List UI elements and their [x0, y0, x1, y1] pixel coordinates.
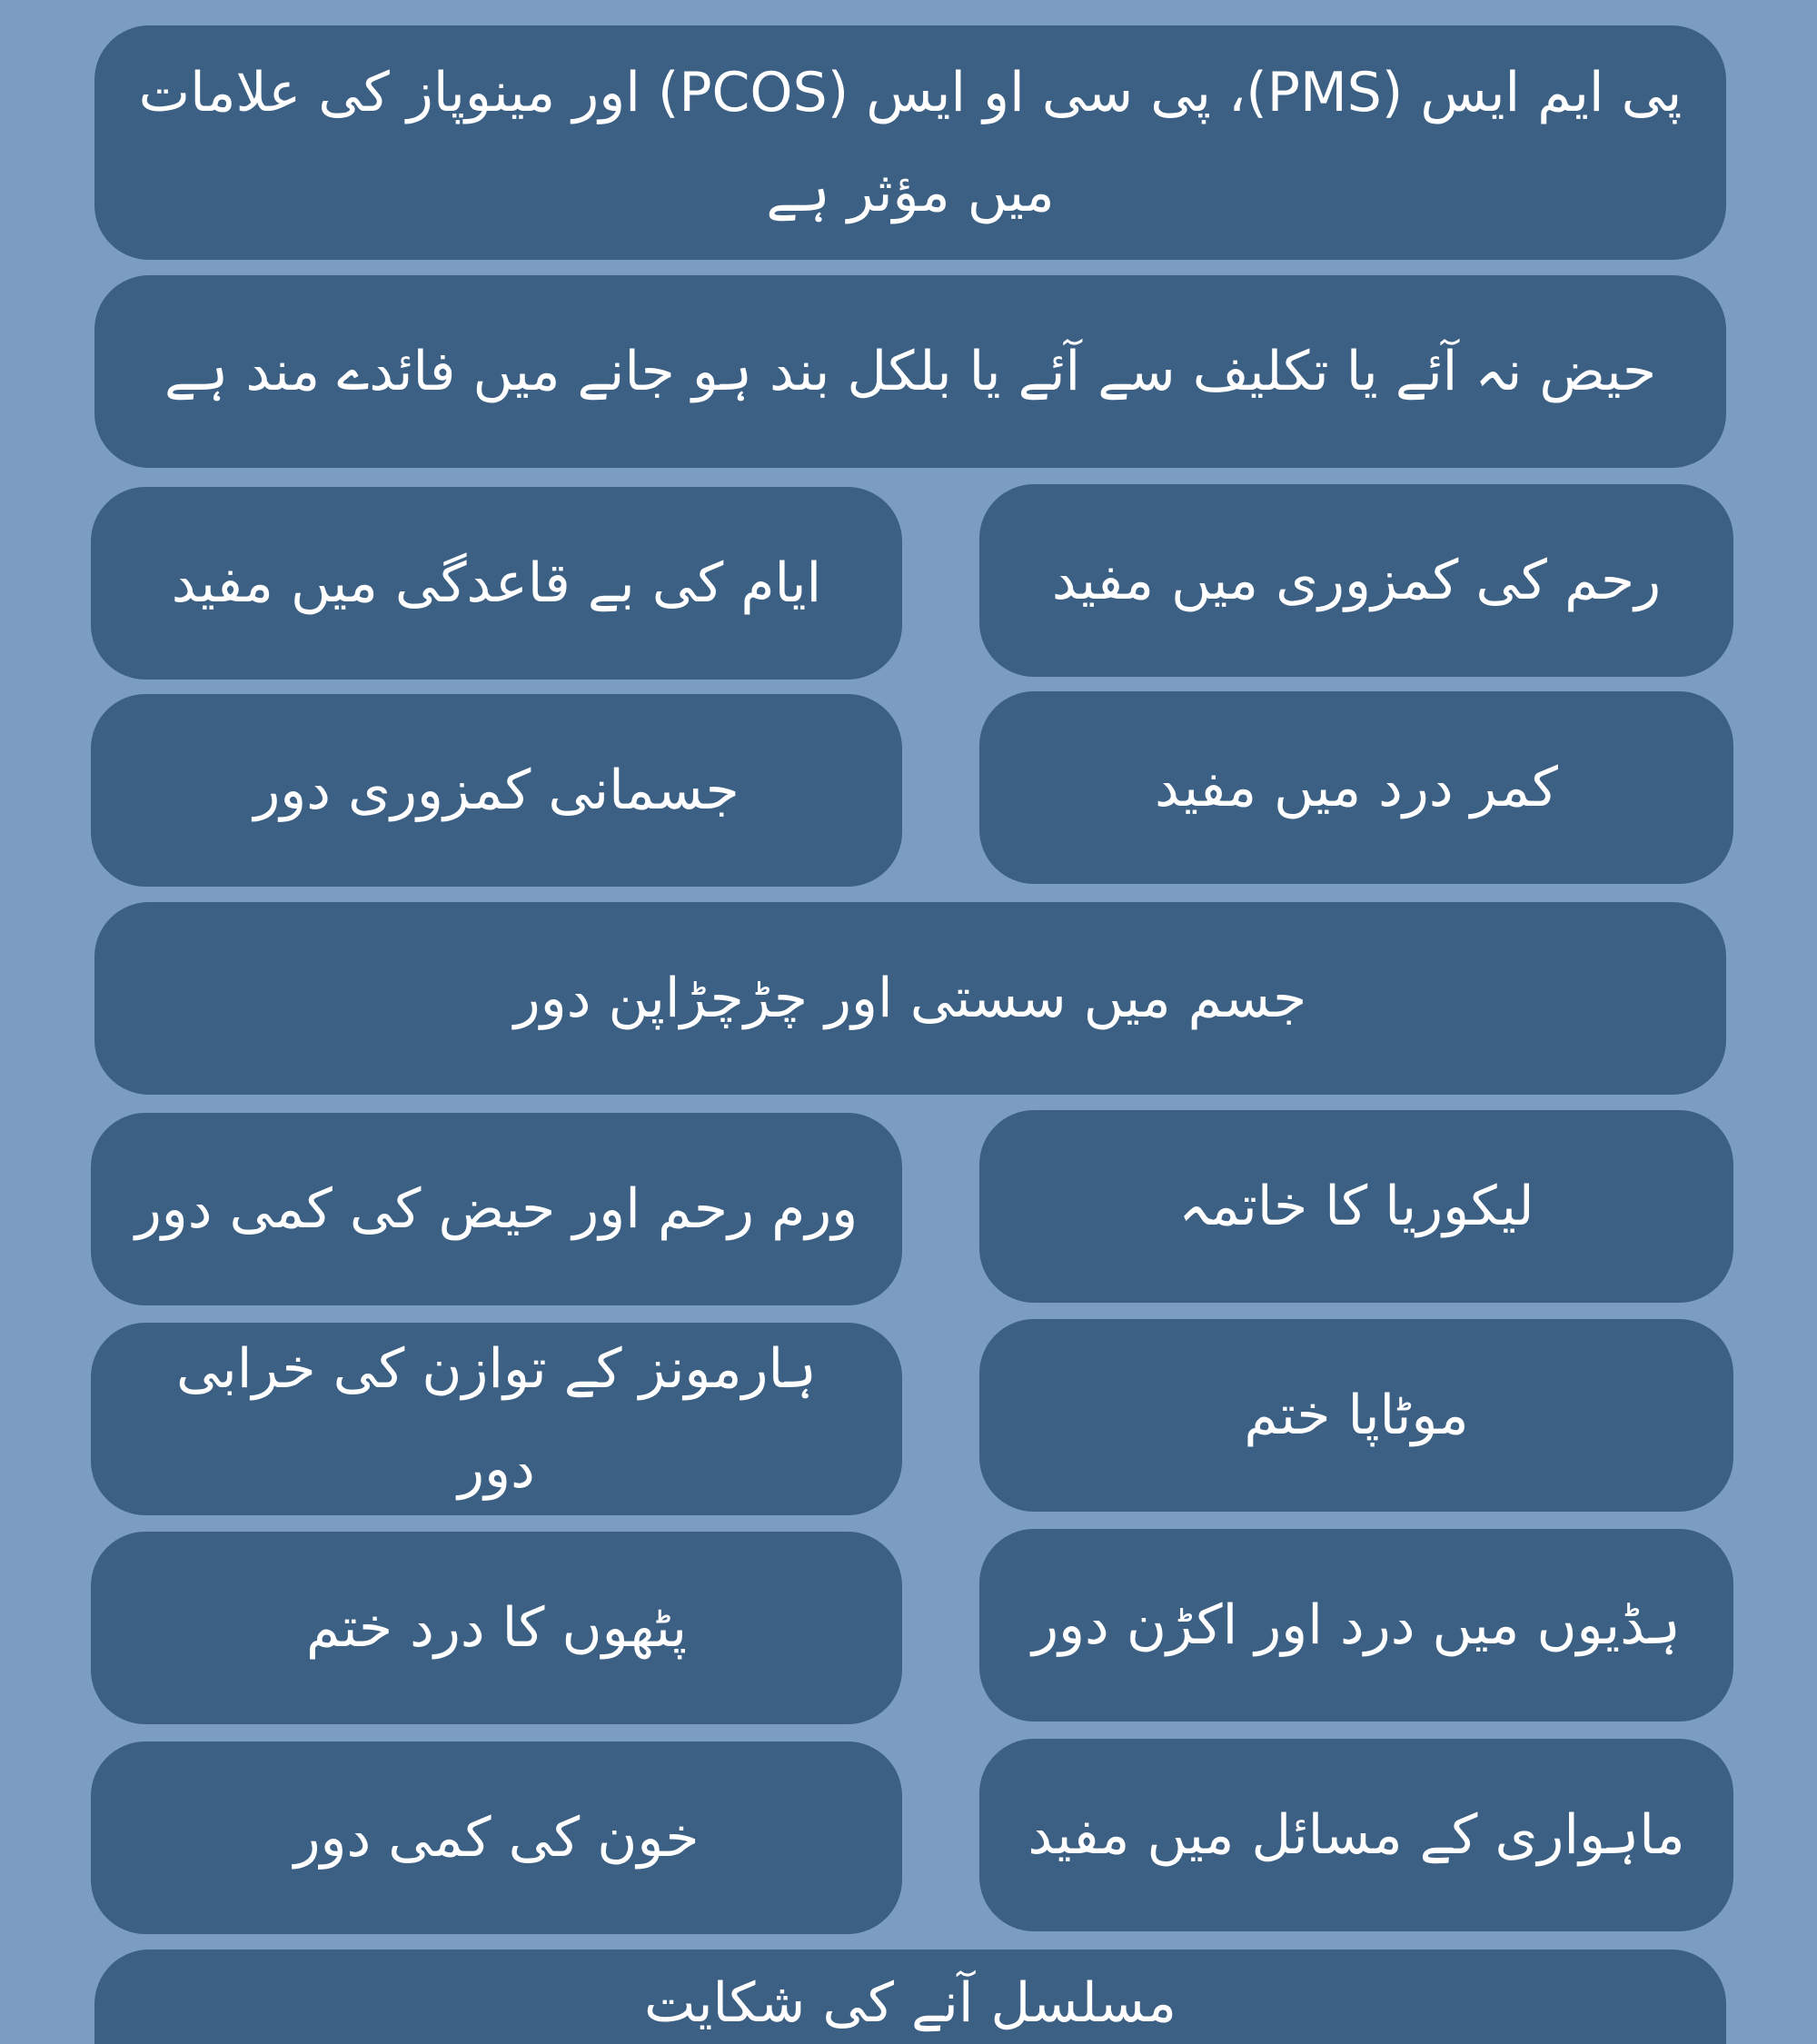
benefit-text: ایام کی بے قاعدگی میں مفید	[171, 551, 822, 615]
benefit-text: پی ایم ایس (PMS)، پی سی او ایس (PCOS) اور مینوپاز کی علامات میں مؤثر ہے	[138, 61, 1683, 224]
benefit-text: موٹاپا ختم	[1244, 1384, 1469, 1447]
benefit-card-muscle-pain	[91, 1532, 902, 1724]
benefit-text: رحم کی کمزوری میں مفید	[1051, 549, 1662, 612]
benefit-card-physical-weakness	[91, 694, 902, 887]
benefit-card-uterus-weakness	[979, 484, 1733, 677]
benefit-text: ہارمونز کے توازن کی خرابی دور	[176, 1337, 817, 1501]
benefit-text: ماہواری کے مسائل میں مفید	[1028, 1803, 1685, 1867]
benefit-text: جسم میں سستی اور چڑچڑاپن دور	[513, 967, 1307, 1030]
benefit-text: لیکوریا کا خاتمہ	[1178, 1175, 1534, 1238]
benefit-card-hormone-imbalance	[91, 1323, 902, 1515]
benefit-text: ہڈیوں میں درد اور اکڑن دور	[1032, 1593, 1681, 1657]
benefit-card-pms-pcos	[94, 25, 1726, 260]
benefit-text: کمر درد میں مفید	[1155, 756, 1558, 819]
benefit-card-menstrual-issues	[979, 1739, 1733, 1931]
benefit-text: خون کی کمی دور	[293, 1806, 700, 1870]
benefit-text: پٹھوں کا درد ختم	[305, 1596, 688, 1660]
benefit-card-lethargy	[94, 902, 1726, 1095]
benefit-card-partial	[94, 1950, 1726, 2044]
benefit-card-obesity	[979, 1319, 1733, 1512]
benefit-card-periods-stopped	[94, 275, 1726, 468]
benefit-card-leucorrhea	[979, 1110, 1733, 1303]
benefit-text: ورم رحم اور حیض کی کمی دور	[134, 1177, 859, 1241]
benefit-card-uterus-swelling	[91, 1113, 902, 1305]
benefit-card-back-pain	[979, 691, 1733, 884]
benefit-card-joint-pain	[979, 1529, 1733, 1722]
benefit-card-anemia	[91, 1741, 902, 1934]
benefit-card-irregular-periods	[91, 487, 902, 680]
benefit-text: مسلسل آنے کی شکایت	[643, 1971, 1177, 2035]
benefit-text: جسمانی کمزوری دور	[253, 759, 740, 822]
benefit-text: حیض نہ آئے یا تکلیف سے آئے یا بلکل بند ہو جانے میں فائدے مند ہے	[164, 340, 1657, 403]
